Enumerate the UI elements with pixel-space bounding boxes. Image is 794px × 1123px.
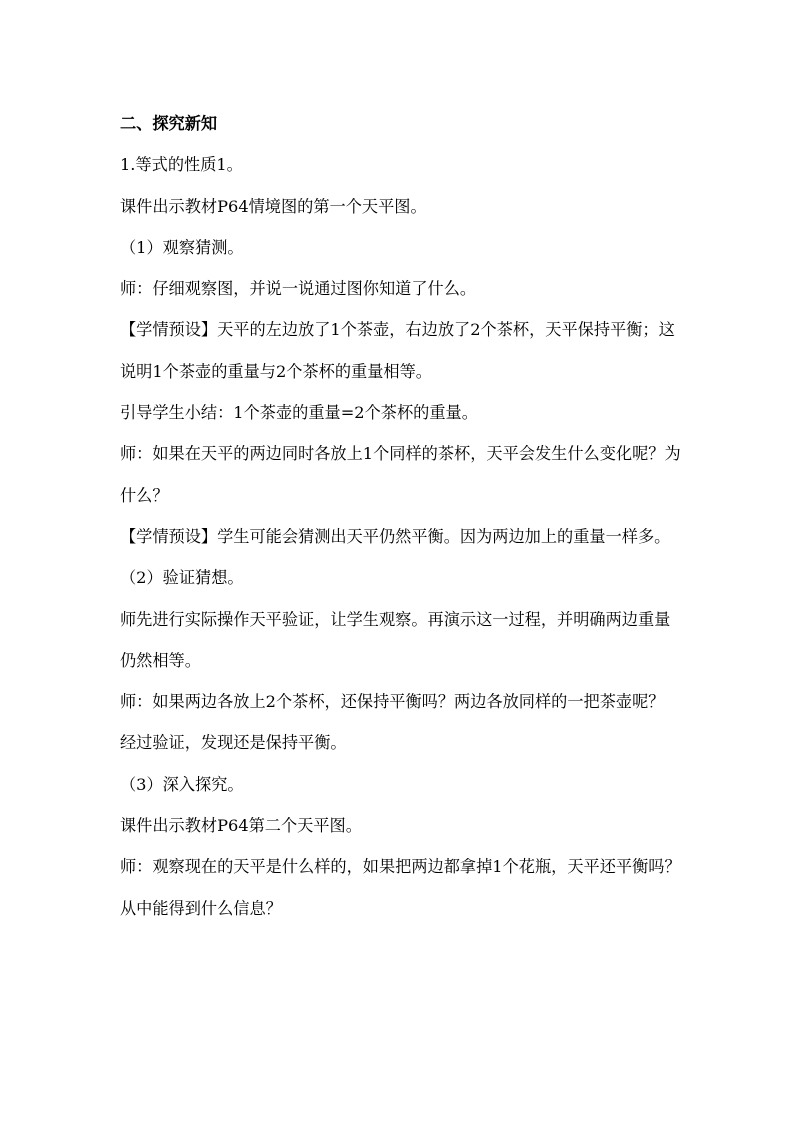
paragraph-preset-1: 【学情预设】天平的左边放了1个茶壶，右边放了2个茶杯，天平保持平衡；这说明1个茶壶的重量与2个茶杯的重量相等。 bbox=[120, 320, 675, 381]
paragraph-verification: 经过验证，发现还是保持平衡。 bbox=[120, 733, 347, 753]
paragraph-teacher-5: 师：观察现在的天平是什么样的，如果把两边都拿掉1个花瓶，天平还平衡吗？从中能得到什么信息？ bbox=[120, 857, 681, 918]
paragraph-step-3: （3）深入探究。 bbox=[120, 774, 244, 794]
paragraph-courseware-1: 课件出示教材P64情境图的第一个天平图。 bbox=[120, 196, 427, 216]
paragraph-teacher-2: 师：如果在天平的两边同时各放上1个同样的茶杯，天平会发生什么变化呢？为什么？ bbox=[120, 444, 681, 505]
paragraph-teacher-4: 师：如果两边各放上2个茶杯，还保持平衡吗？两边各放同样的一把茶壶呢？ bbox=[120, 692, 665, 712]
paragraph-summary: 引导学生小结：1个茶壶的重量=2个茶杯的重量。 bbox=[120, 403, 478, 423]
paragraph-property-title: 1.等式的性质1。 bbox=[120, 155, 243, 175]
paragraph-courseware-2: 课件出示教材P64第二个天平图。 bbox=[120, 816, 362, 836]
section-heading: 二、探究新知 bbox=[120, 114, 218, 133]
paragraph-teacher-1: 师：仔细观察图，并说一说通过图你知道了什么。 bbox=[120, 279, 477, 299]
paragraph-step-2: （2）验证猜想。 bbox=[120, 568, 244, 588]
paragraph-teacher-3: 师先进行实际操作天平验证，让学生观察。再演示这一过程，并明确两边重量仍然相等。 bbox=[120, 609, 671, 670]
paragraph-preset-2: 【学情预设】学生可能会猜测出天平仍然平衡。因为两边加上的重量一样多。 bbox=[120, 526, 671, 546]
document-body bbox=[120, 103, 682, 929]
paragraph-step-1: （1）观察猜测。 bbox=[120, 237, 244, 257]
